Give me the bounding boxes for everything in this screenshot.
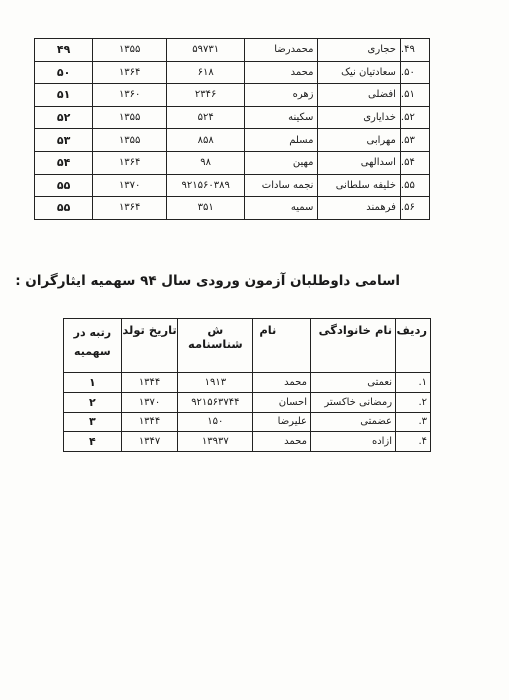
id-number-cell: ۹۲۱۵۶۰۳۸۹ <box>167 174 245 197</box>
row-number-cell: ۵۲. <box>400 106 429 129</box>
table-header-row <box>64 319 431 373</box>
first-name-cell: مهین <box>245 151 318 174</box>
rank-cell: ۲ <box>64 392 122 412</box>
table-row <box>64 392 431 412</box>
row-number-cell: ۴. <box>396 432 431 452</box>
birth-year-cell: ۱۳۶۰ <box>93 84 167 107</box>
header-id-number: ش شناسنامه <box>178 319 253 373</box>
table-row <box>64 432 431 452</box>
table-row <box>35 106 430 129</box>
family-name-cell: سعادتیان نیک <box>318 61 400 84</box>
birth-year-cell: ۱۳۴۷ <box>121 432 178 452</box>
header-row-number: ردیف <box>396 319 431 373</box>
family-name-cell: خدایاری <box>318 106 400 129</box>
first-name-cell: مسلم <box>245 129 318 152</box>
family-name-cell: اسدالهی <box>318 151 400 174</box>
birth-year-cell: ۱۳۷۰ <box>93 174 167 197</box>
family-name-cell: نعمتی <box>311 373 396 393</box>
family-name-cell: فرهمند <box>318 197 400 220</box>
rank-cell: ۱ <box>64 373 122 393</box>
birth-year-cell: ۱۳۶۴ <box>93 197 167 220</box>
birth-year-cell: ۱۳۶۴ <box>93 61 167 84</box>
table-row <box>35 84 430 107</box>
first-name-cell: سمیه <box>245 197 318 220</box>
candidates-table-continued <box>34 38 430 220</box>
id-number-cell: ۵۲۴ <box>167 106 245 129</box>
table-row <box>35 151 430 174</box>
id-number-cell: ۳۵۱ <box>167 197 245 220</box>
rank-cell: ۵۱ <box>35 84 93 107</box>
id-number-cell: ۱۹۱۳ <box>178 373 253 393</box>
row-number-cell: ۵۶. <box>400 197 429 220</box>
birth-year-cell: ۱۳۴۴ <box>121 373 178 393</box>
rank-cell: ۵۲ <box>35 106 93 129</box>
rank-cell: ۵۴ <box>35 151 93 174</box>
birth-year-cell: ۱۳۴۴ <box>121 412 178 432</box>
row-number-cell: ۲. <box>396 392 431 412</box>
family-name-cell: رمضانی خاکستر <box>311 392 396 412</box>
first-name-cell: محمد <box>253 432 311 452</box>
table-row <box>64 373 431 393</box>
rank-cell: ۵۵ <box>35 174 93 197</box>
family-name-cell: ازاده <box>311 432 396 452</box>
first-name-cell: محمد <box>245 61 318 84</box>
header-first-name: نام <box>253 319 311 373</box>
id-number-cell: ۸۵۸ <box>167 129 245 152</box>
first-name-cell: محمدرضا <box>245 39 318 62</box>
table-row <box>64 412 431 432</box>
id-number-cell: ۵۹۷۳۱ <box>167 39 245 62</box>
family-name-cell: عضمتی <box>311 412 396 432</box>
rank-cell: ۳ <box>64 412 122 432</box>
id-number-cell: ۱۳۹۳۷ <box>178 432 253 452</box>
family-name-cell: حجاری <box>318 39 400 62</box>
id-number-cell: ۱۵۰ <box>178 412 253 432</box>
birth-year-cell: ۱۳۶۴ <box>93 151 167 174</box>
birth-year-cell: ۱۳۵۵ <box>93 106 167 129</box>
sacrifice-quota-table <box>63 318 431 452</box>
table-row <box>35 129 430 152</box>
id-number-cell: ۹۲۱۵۶۳۷۴۴ <box>178 392 253 412</box>
row-number-cell: ۱. <box>396 373 431 393</box>
first-name-cell: نجمه سادات <box>245 174 318 197</box>
row-number-cell: ۵۱. <box>400 84 429 107</box>
id-number-cell: ۶۱۸ <box>167 61 245 84</box>
birth-year-cell: ۱۳۵۵ <box>93 129 167 152</box>
id-number-cell: ۲۳۴۶ <box>167 84 245 107</box>
first-name-cell: محمد <box>253 373 311 393</box>
row-number-cell: ۵۴. <box>400 151 429 174</box>
section-heading: اسامی داوطلبان آزمون ورودی سال ۹۴ سهمیه ایثارگران : <box>15 273 400 289</box>
table-row <box>35 174 430 197</box>
rank-cell: ۵۵ <box>35 197 93 220</box>
row-number-cell: ۵۳. <box>400 129 429 152</box>
row-number-cell: ۵۵. <box>400 174 429 197</box>
rank-cell: ۵۰ <box>35 61 93 84</box>
birth-year-cell: ۱۳۵۵ <box>93 39 167 62</box>
table-row <box>35 197 430 220</box>
row-number-cell: ۳. <box>396 412 431 432</box>
id-number-cell: ۹۸ <box>167 151 245 174</box>
first-name-cell: احسان <box>253 392 311 412</box>
row-number-cell: ۴۹. <box>400 39 429 62</box>
header-birth-year: تاریخ تولد <box>121 319 178 373</box>
header-quota-rank: رتبه در سهمیه <box>64 319 122 373</box>
rank-cell: ۴ <box>64 432 122 452</box>
table-row <box>35 61 430 84</box>
rank-cell: ۵۳ <box>35 129 93 152</box>
family-name-cell: خلیفه سلطانی <box>318 174 400 197</box>
first-name-cell: علیرضا <box>253 412 311 432</box>
family-name-cell: افضلی <box>318 84 400 107</box>
table-row <box>35 39 430 62</box>
first-name-cell: سکینه <box>245 106 318 129</box>
birth-year-cell: ۱۳۷۰ <box>121 392 178 412</box>
row-number-cell: ۵۰. <box>400 61 429 84</box>
header-family-name: نام خانوادگی <box>311 319 396 373</box>
rank-cell: ۴۹ <box>35 39 93 62</box>
family-name-cell: مهرابی <box>318 129 400 152</box>
first-name-cell: زهره <box>245 84 318 107</box>
